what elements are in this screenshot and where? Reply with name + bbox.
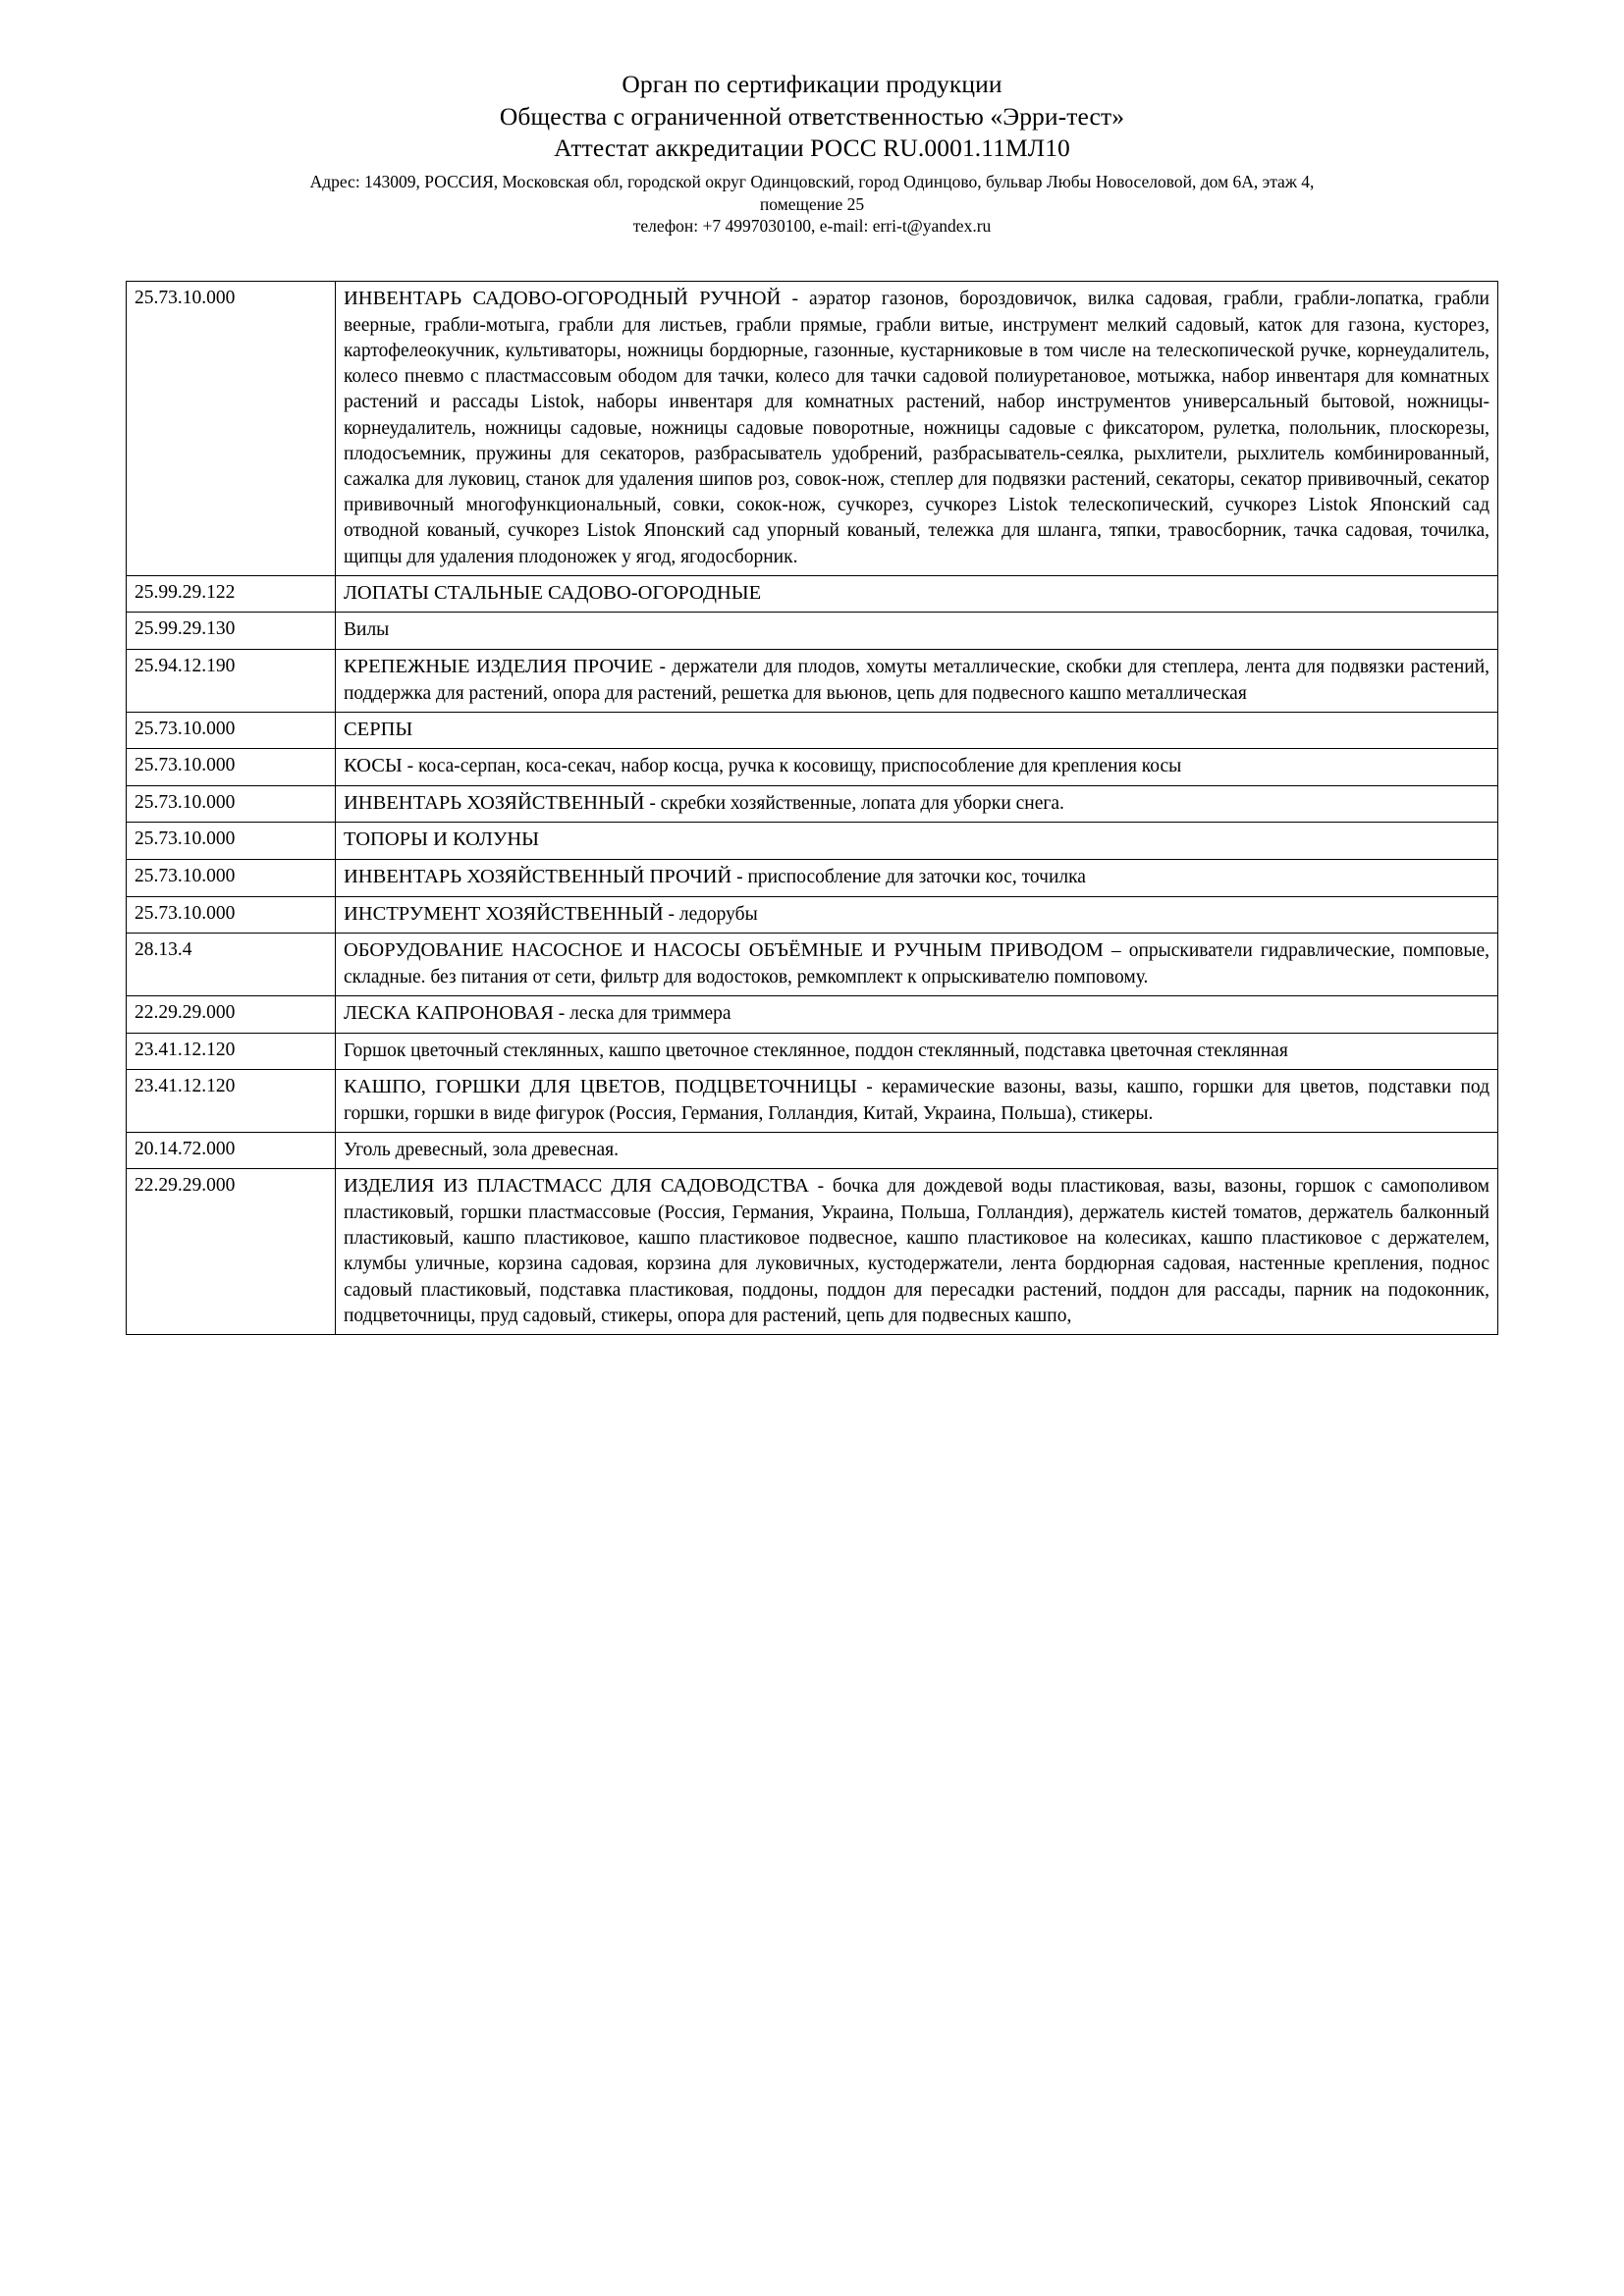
product-title: ИЗДЕЛИЯ ИЗ ПЛАСТМАСС ДЛЯ САДОВОДСТВА	[344, 1175, 809, 1198]
product-description	[336, 785, 1498, 823]
document-header	[126, 69, 1498, 238]
product-title: ОБОРУДОВАНИЕ НАСОСНОЕ И НАСОСЫ ОБЪЁМНЫЕ И РУЧНЫМ ПРИВОДОМ	[344, 939, 1104, 962]
table-row	[127, 823, 1498, 860]
product-detail: – опрыскиватели гидравлические, помповые, складные. без питания от сети, фильтр для водостоков, ремкомплект к опрыскивателю помповому.	[344, 940, 1489, 988]
table-row	[127, 896, 1498, 934]
product-description	[336, 934, 1498, 996]
product-description	[336, 650, 1498, 713]
product-detail: Уголь древесный, зола древесная.	[344, 1139, 620, 1160]
okpd-code: 25.73.10.000	[127, 282, 336, 576]
product-description	[336, 823, 1498, 860]
okpd-code: 25.73.10.000	[127, 749, 336, 786]
product-description	[336, 896, 1498, 934]
product-detail: - аэратор газонов, бороздовичок, вилка садовая, грабли, грабли-лопатка, грабли веерные, грабли-мотыга, грабли для листьев, грабли прямые, грабли витые, инструмент мелкий садовый, каток для газона, кусторез, картофелеокучник, культиваторы, ножницы бордюрные, газонные, кустарниковые в том числе на телескопической ручке, корнеудалитель, колесо пневмо с пластмассовым ободом для тачки, колесо для тачки садовой полиуретановое, мотыжка, набор инвентаря для комнатных растений и рассады Listok, наборы инвентаря для комнатных растений, набор инструментов универсальный бытовой, ножницы-корнеудалитель, ножницы садовые, ножницы садовые поворотные, ножницы садовые с фиксатором, рулетка, полольник, плоскорезы, плодосъемник, пружины для секаторов, разбрасыватель удобрений, разбрасыватель-сеялка, рыхлители, рыхлитель комбинированный, сажалка для луковиц, станок для удаления шипов роз, совок-нож, степлер для подвязки растений, секаторы, секатор прививочный, секатор прививочный многофункциональный, совки, сокок-нож, сучкорез, сучкорез Listok телескопический, сучкорез Listok Японский сад отводной кованый, сучкорез Listok Японский сад упорный кованый, тележка для шланга, тяпки, травосборник, тачка садовая, точилка, щипцы для удаления плодоножек у ягод, ягодосборник.	[344, 289, 1489, 567]
product-description	[336, 1033, 1498, 1070]
table-row	[127, 575, 1498, 613]
okpd-code: 28.13.4	[127, 934, 336, 996]
product-description	[336, 712, 1498, 749]
table-row	[127, 282, 1498, 576]
product-detail: - приспособление для заточки кос, точилка	[731, 867, 1086, 888]
table-row	[127, 749, 1498, 786]
header-line-contacts: телефон: +7 4997030100, e-mail: erri-t@yandex.ru	[632, 216, 992, 237]
product-title: ЛЕСКА КАПРОНОВАЯ	[344, 1001, 554, 1024]
okpd-code: 20.14.72.000	[127, 1132, 336, 1169]
product-description	[336, 282, 1498, 576]
header-line-organ: Орган по сертификации продукции	[622, 70, 1002, 98]
table-row	[127, 995, 1498, 1033]
product-description	[336, 860, 1498, 897]
product-title: СЕРПЫ	[344, 718, 413, 740]
product-description	[336, 613, 1498, 650]
okpd-code: 25.73.10.000	[127, 712, 336, 749]
table-row	[127, 650, 1498, 713]
okpd-code: 25.99.29.130	[127, 613, 336, 650]
product-title: КОСЫ	[344, 755, 403, 777]
header-line-attestation: Аттестат аккредитации РОСС RU.0001.11МЛ10	[554, 133, 1070, 163]
okpd-code: 23.41.12.120	[127, 1070, 336, 1133]
okpd-code: 23.41.12.120	[127, 1033, 336, 1070]
product-detail: - ледорубы	[663, 903, 758, 925]
product-title: ЛОПАТЫ СТАЛЬНЫЕ САДОВО-ОГОРОДНЫЕ	[344, 581, 762, 604]
product-detail: - бочка для дождевой воды пластиковая, вазы, вазоны, горшок с самополивом пластиковый, горшки пластмассовые (Россия, Германия, Украина, Польша, Голландия), держатель кистей томатов, держатель балконный пластиковый, кашпо пластиковое, кашпо пластиковое подвесное, кашпо пластиковое на колесиках, кашпо пластиковое с держателем, клумбы уличные, корзина садовая, корзина для луковичных, кустодержатели, лента бордюрная садовая, настенные крепления, поднос садовый пластиковый, подставка пластиковая, поддоны, поддон для пересадки растений, поддон для рассады, парник на подоконник, подцветочницы, пруд садовый, стикеры, опора для растений, цепь для подвесных кашпо,	[344, 1176, 1489, 1326]
product-detail: - коса-серпан, коса-секач, набор косца, ручка к косовищу, приспособление для крепления косы	[402, 756, 1182, 777]
table-row	[127, 712, 1498, 749]
table-row	[127, 1070, 1498, 1133]
product-table	[126, 281, 1498, 1335]
header-line-company: Общества с ограниченной ответственностью «Эрри-тест»	[499, 101, 1125, 131]
table-row	[127, 613, 1498, 650]
product-description	[336, 1132, 1498, 1169]
product-detail: Вилы	[344, 619, 390, 641]
product-description	[336, 749, 1498, 786]
header-line-address: Адрес: 143009, РОССИЯ, Московская обл, городской округ Одинцовский, город Одинцово, бульвар Любы Новоселовой, дом 6А, этаж 4,	[309, 171, 1315, 191]
product-description	[336, 1070, 1498, 1133]
product-title: ИНВЕНТАРЬ САДОВО-ОГОРОДНЫЙ РУЧНОЙ	[344, 288, 782, 310]
product-detail: Горшок цветочный стеклянных, кашпо цветочное стеклянное, поддон стеклянный, подставка цветочная стеклянная	[344, 1040, 1288, 1061]
product-description	[336, 995, 1498, 1033]
product-title: КРЕПЕЖНЫЕ ИЗДЕЛИЯ ПРОЧИЕ	[344, 656, 654, 677]
product-title: КАШПО, ГОРШКИ ДЛЯ ЦВЕТОВ, ПОДЦВЕТОЧНИЦЫ	[344, 1076, 857, 1098]
product-title: ИНСТРУМЕНТ ХОЗЯЙСТВЕННЫЙ	[344, 902, 664, 925]
okpd-code: 25.73.10.000	[127, 860, 336, 897]
product-title: ИНВЕНТАРЬ ХОЗЯЙСТВЕННЫЙ ПРОЧИЙ	[344, 866, 732, 888]
product-title: ИНВЕНТАРЬ ХОЗЯЙСТВЕННЫЙ	[344, 791, 645, 814]
table-row	[127, 860, 1498, 897]
okpd-code: 25.73.10.000	[127, 823, 336, 860]
okpd-code: 25.94.12.190	[127, 650, 336, 713]
product-detail: - керамические вазоны, вазы, кашпо, горшки для цветов, подставки под горшки, горшки в виде фигурок (Россия, Германия, Голландия, Китай, Украина, Польша), стикеры.	[344, 1077, 1489, 1124]
table-row	[127, 1132, 1498, 1169]
product-detail: - держатели для плодов, хомуты металлические, скобки для степлера, лента для подвязки растений, поддержка для растений, опора для растений, решетка для вьюнов, цепь для подвесного кашпо металлическая	[344, 657, 1489, 704]
okpd-code: 25.73.10.000	[127, 785, 336, 823]
product-detail: - скребки хозяйственные, лопата для уборки снега.	[644, 792, 1064, 814]
table-row	[127, 1033, 1498, 1070]
okpd-code: 25.73.10.000	[127, 896, 336, 934]
table-row	[127, 934, 1498, 996]
product-description	[336, 575, 1498, 613]
okpd-code: 22.29.29.000	[127, 1169, 336, 1335]
okpd-code: 25.99.29.122	[127, 575, 336, 613]
header-line-room: помещение 25	[759, 193, 865, 214]
product-detail: - леска для триммера	[553, 1002, 731, 1024]
product-title: ТОПОРЫ И КОЛУНЫ	[344, 828, 540, 851]
table-row	[127, 1169, 1498, 1335]
product-description	[336, 1169, 1498, 1335]
table-row	[127, 785, 1498, 823]
okpd-code: 22.29.29.000	[127, 995, 336, 1033]
